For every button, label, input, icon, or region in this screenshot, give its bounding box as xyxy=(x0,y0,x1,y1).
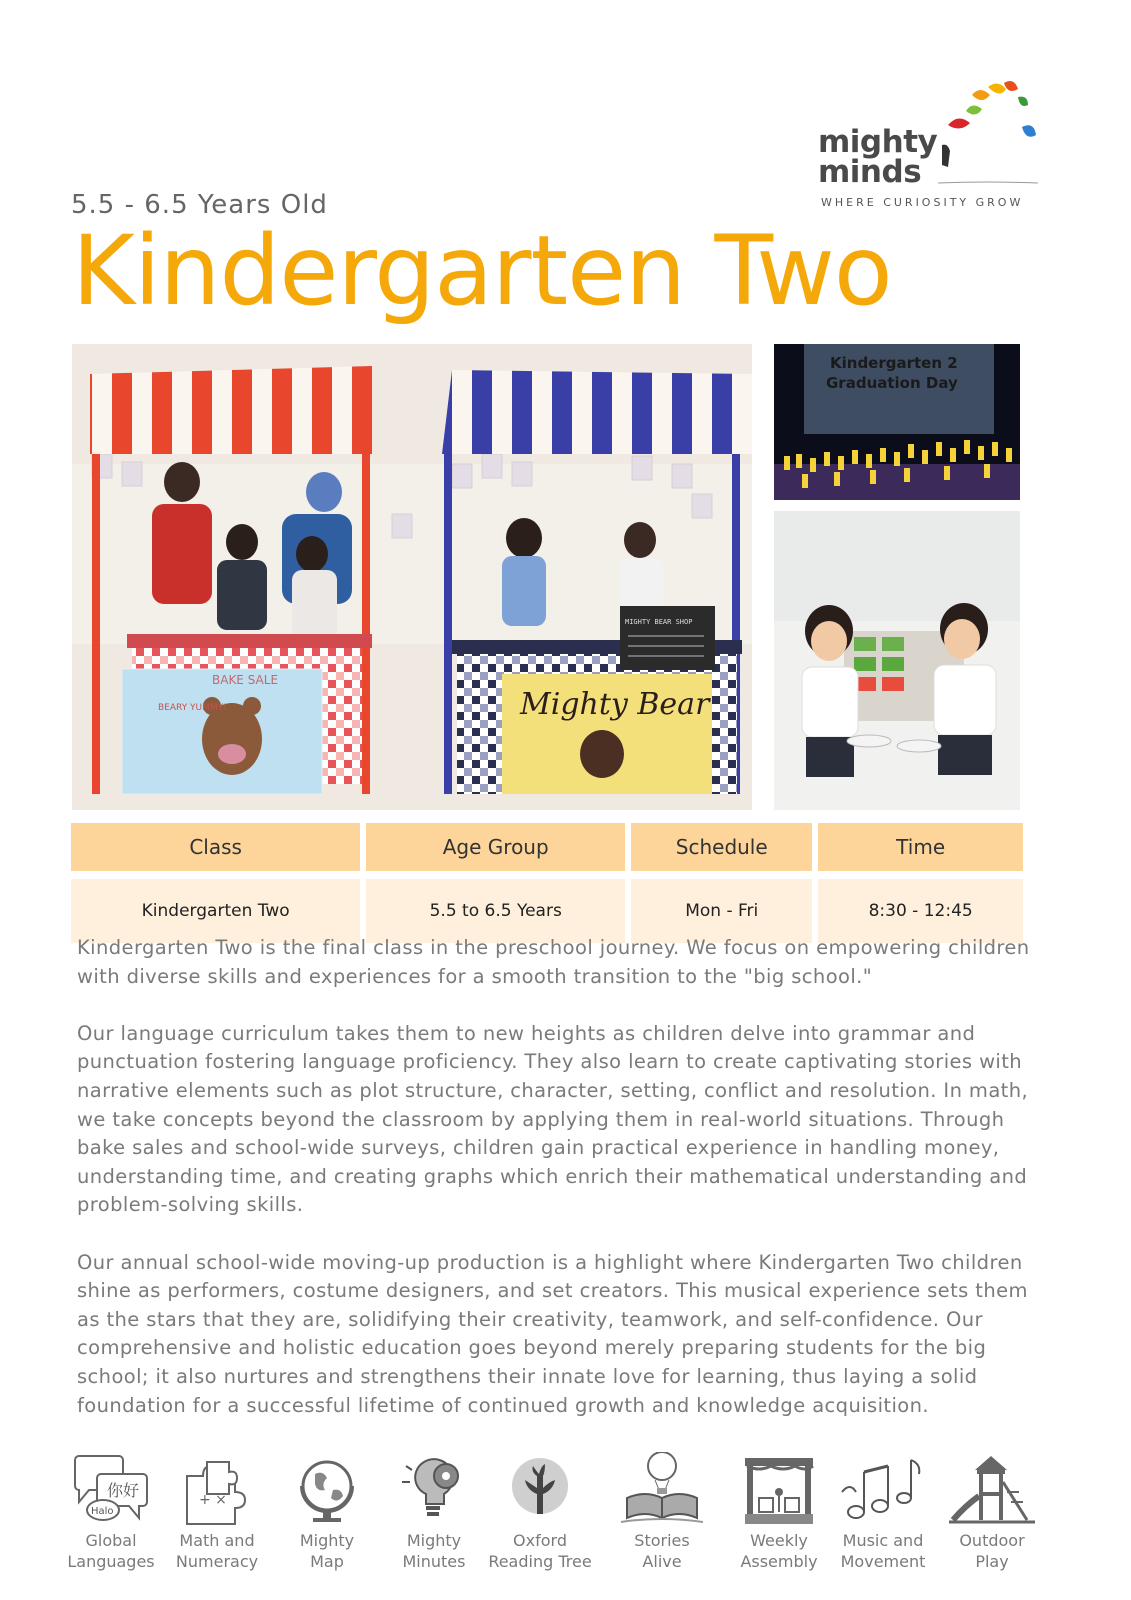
tree-icon xyxy=(500,1452,580,1528)
table-cell-schedule: Mon - Fri xyxy=(631,879,812,943)
program-label-line2: Movement xyxy=(840,1552,926,1571)
table-cell-time: 8:30 - 12:45 xyxy=(818,879,1023,943)
program-stories-alive xyxy=(607,1452,717,1572)
menu-board-text: MIGHTY BEAR SHOP xyxy=(625,618,693,626)
program-oxford-reading-tree xyxy=(485,1452,595,1572)
age-range: 5.5 - 6.5 Years Old xyxy=(71,190,328,220)
page-title: Kindergarten Two xyxy=(72,215,892,327)
logo-word-2: minds xyxy=(818,154,922,190)
table-header-time: Time xyxy=(818,823,1023,871)
bake-sale-sign: BAKE SALE xyxy=(212,673,279,687)
program-mighty-map xyxy=(272,1452,382,1572)
mighty-minds-logo xyxy=(818,75,1038,215)
program-global-languages xyxy=(56,1452,166,1572)
program-label-line1: Global xyxy=(85,1531,137,1550)
program-label-line1: Mighty xyxy=(299,1531,355,1550)
stage-icon xyxy=(739,1452,819,1528)
program-label-line2: Map xyxy=(310,1552,344,1571)
graduation-sign-line1: Kindergarten 2 xyxy=(830,354,958,372)
svg-text:+ ×: + × xyxy=(199,1492,227,1508)
program-label-line1: Outdoor xyxy=(959,1531,1025,1550)
graduation-sign-line2: Graduation Day xyxy=(826,374,958,392)
table-header-class: Class xyxy=(71,823,360,871)
program-weekly-assembly xyxy=(724,1452,834,1572)
music-notes-icon xyxy=(838,1452,928,1528)
program-label-line2: Numeracy xyxy=(175,1552,259,1571)
program-mighty-minutes xyxy=(379,1452,489,1572)
table-header-row xyxy=(71,823,1023,871)
program-label-line2: Languages xyxy=(67,1552,155,1571)
logo-word-1: mighty xyxy=(818,124,938,160)
table-cell-class: Kindergarten Two xyxy=(71,879,360,943)
logo-leaves-icon xyxy=(928,75,1038,185)
program-music-movement xyxy=(828,1452,938,1572)
program-icons xyxy=(64,1452,1064,1592)
logo-tagline: WHERE CURIOSITY GROW xyxy=(821,196,1024,209)
open-book-balloon-icon xyxy=(617,1452,707,1528)
mighty-bear-sign: Mighty Bear xyxy=(520,687,710,722)
lightbulb-gear-icon xyxy=(394,1452,474,1528)
global-languages-bubble-2: Halo xyxy=(91,1506,114,1517)
table-cell-age-group: 5.5 to 6.5 Years xyxy=(366,879,625,943)
global-languages-bubble-1: 你好 xyxy=(107,1481,140,1500)
program-outdoor-play xyxy=(937,1452,1047,1572)
program-label-line2: Assembly xyxy=(740,1552,818,1571)
program-label-line2: Play xyxy=(975,1552,1009,1571)
bake-sale-photo xyxy=(72,344,752,810)
program-label-line1: Mighty xyxy=(406,1531,462,1550)
program-label-line1: Weekly xyxy=(750,1531,808,1550)
program-label-line2: Alive xyxy=(642,1552,682,1571)
program-math-numeracy xyxy=(162,1452,272,1572)
program-label-line1: Music and xyxy=(842,1531,924,1550)
program-label-line1: Stories xyxy=(634,1531,690,1550)
globe-icon xyxy=(287,1452,367,1528)
program-label-line2: Reading Tree xyxy=(488,1552,592,1571)
program-label-line1: Oxford xyxy=(513,1531,567,1550)
paragraph-production: Our annual school-wide moving-up production is a highlight where Kindergarten Two children shine as performers, costume designers, and set creators. This musical experience sets them as the stars that they are, solidifying their creativity, teamwork, and self-confidence. Our comprehensive and holistic education goes beyond merely preparing students for the big school; it also nurtures and strengthens their innate love for learning, thus laying a solid foundation for a successful lifetime of continued growth and knowledge acquisition. xyxy=(77,1250,1028,1417)
paragraph-curriculum: Our language curriculum takes them to new heights as children delve into grammar and punctuation fostering language proficiency. They also learn to create captivating stories with narrative elements such as plot structure, character, setting, conflict and resolution. In math, we take concepts beyond the classroom by applying them in real-world situations. Through bake sales and school-wide surveys, children gain practical experience in handling money, understanding time, and creating graphs which enrich their mathematical understanding and problem-solving skills. xyxy=(77,1021,1029,1217)
table-header-schedule: Schedule xyxy=(631,823,812,871)
playground-icon xyxy=(947,1452,1037,1528)
children-lunch-photo xyxy=(774,511,1020,810)
class-info-table xyxy=(65,823,1029,943)
puzzle-icon xyxy=(177,1452,257,1528)
program-label-line2: Minutes xyxy=(402,1552,466,1571)
speech-bubbles-icon xyxy=(71,1452,151,1528)
program-label-line1: Math and xyxy=(179,1531,255,1550)
description xyxy=(77,934,1057,1449)
graduation-photo xyxy=(774,344,1020,500)
bake-sale-subsign: BEARY YUMMY! xyxy=(158,703,227,713)
paragraph-intro: Kindergarten Two is the final class in the preschool journey. We focus on empowering children with diverse skills and experiences for a smooth transition to the "big school." xyxy=(77,936,1030,988)
table-header-age-group: Age Group xyxy=(366,823,625,871)
